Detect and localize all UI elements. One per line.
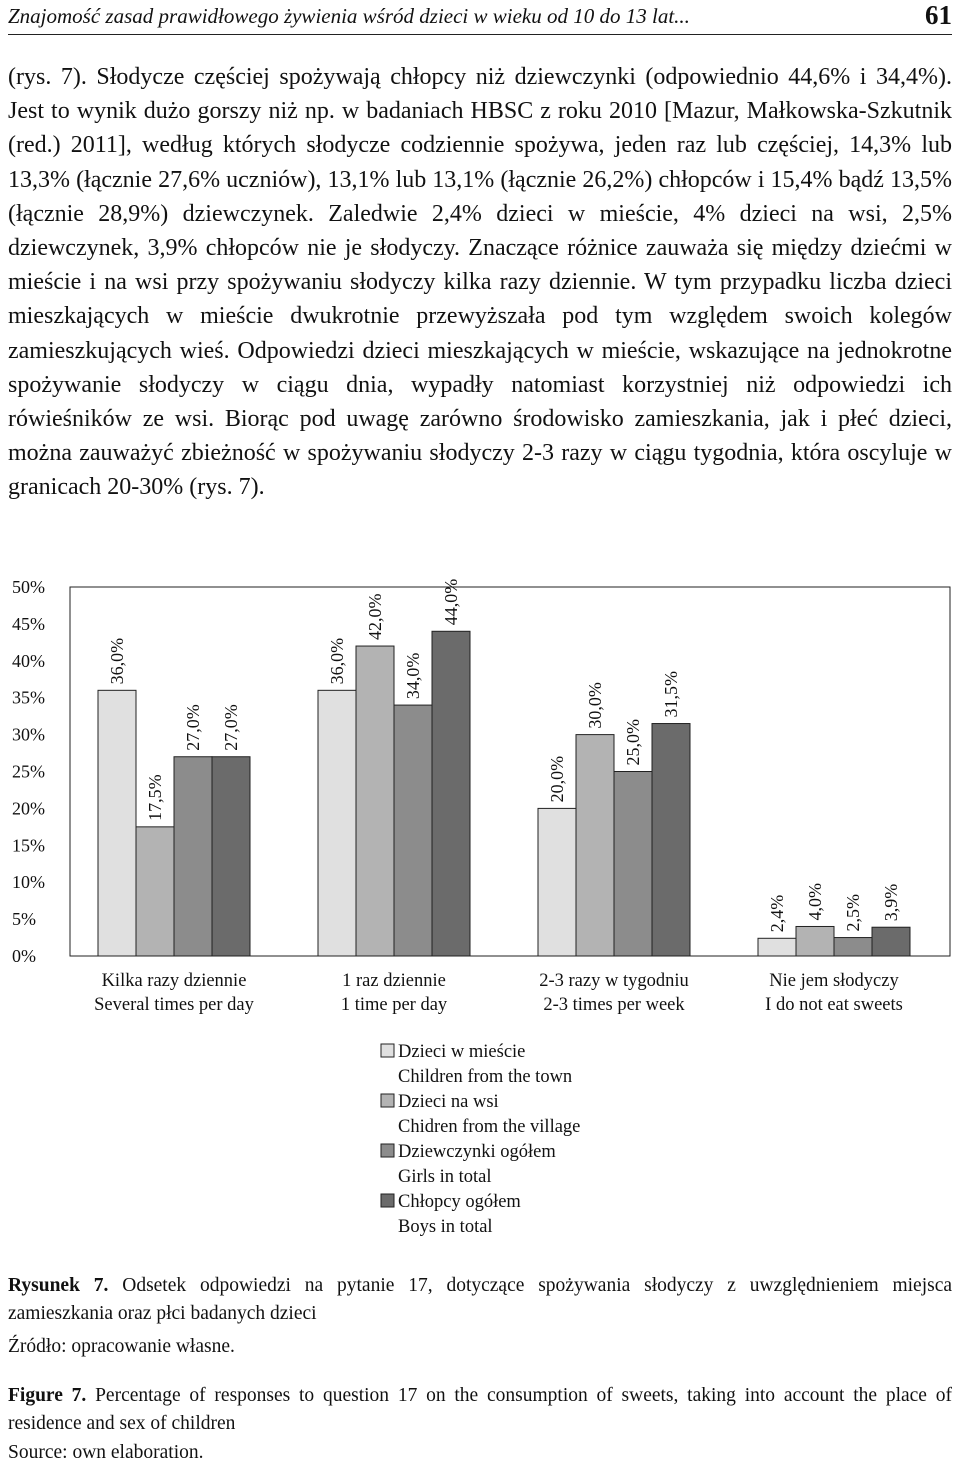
- category-label: I do not eat sweets: [765, 995, 903, 1015]
- category-label: Several times per day: [94, 995, 254, 1015]
- legend-label: Girls in total: [398, 1167, 492, 1187]
- category-label: 2-3 times per week: [543, 995, 685, 1015]
- legend-label: Chidren from the village: [398, 1117, 581, 1137]
- bar: [136, 827, 174, 956]
- y-tick-label: 35%: [12, 687, 45, 708]
- legend-label: Children from the town: [398, 1067, 573, 1087]
- data-label: 42,0%: [365, 593, 385, 641]
- legend-label: Boys in total: [398, 1217, 493, 1237]
- bar: [834, 938, 872, 956]
- legend-swatch: [381, 1144, 394, 1157]
- caption-en-text: Percentage of responses to question 17 on the consumption of sweets, taking into account the place of residence and sex of children: [8, 1385, 952, 1434]
- category-label: 1 raz dziennie: [342, 971, 446, 991]
- y-tick-label: 20%: [12, 798, 45, 819]
- bar: [614, 772, 652, 957]
- y-tick-label: 5%: [12, 909, 36, 930]
- bar: [318, 690, 356, 956]
- data-label: 20,0%: [547, 755, 567, 803]
- bar: [576, 735, 614, 956]
- bar: [758, 938, 796, 956]
- legend-swatch: [381, 1094, 394, 1107]
- running-header: [8, 0, 952, 35]
- caption-pl-text: Odsetek odpowiedzi na pytanie 17, dotyczące spożywania słodyczy z uwzględnieniem miejsca zamieszkania oraz płci badanych dzieci: [8, 1275, 953, 1324]
- legend-label: Dzieci w mieście: [398, 1042, 526, 1062]
- page-number: 61: [925, 0, 952, 30]
- data-label: 36,0%: [107, 637, 128, 685]
- y-tick-label: 50%: [12, 577, 45, 597]
- y-tick-label: 40%: [12, 650, 45, 671]
- data-label: 31,5%: [661, 671, 681, 718]
- data-label: 2,5%: [843, 894, 863, 932]
- bar: [356, 646, 394, 956]
- category-label: Nie jem słodyczy: [769, 971, 899, 991]
- category-label: 1 time per day: [340, 995, 448, 1015]
- y-tick-label: 45%: [12, 613, 45, 634]
- bar: [98, 690, 136, 956]
- body-text: [8, 60, 952, 505]
- source-en: Source: own elaboration.: [8, 1442, 204, 1463]
- source-pl: Źródło: opracowanie własne.: [8, 1336, 235, 1357]
- legend-swatch: [381, 1194, 394, 1207]
- caption-en-label: Figure 7.: [8, 1385, 87, 1406]
- legend-label: Chłopcy ogółem: [398, 1192, 521, 1212]
- category-label: 2-3 razy w tygodniu: [539, 971, 689, 991]
- y-tick-label: 25%: [12, 761, 45, 782]
- running-title: Znajomość zasad prawidłowego żywienia wśród dzieci w wieku od 10 do 13 lat...: [8, 4, 690, 28]
- y-tick-label: 10%: [12, 872, 45, 893]
- legend-swatch: [381, 1044, 394, 1057]
- y-tick-label: 15%: [12, 835, 45, 856]
- category-label: Kilka razy dziennie: [101, 971, 247, 991]
- data-label: 2,4%: [767, 894, 787, 933]
- bar: [174, 757, 212, 956]
- data-label: 17,5%: [145, 774, 165, 821]
- paragraph: (rys. 7). Słodycze częściej spożywają chłopcy niż dziewczynki (odpowiednio 44,6% i 34,4%). Jest to wynik dużo gorszy niż np. w badaniach HBSC z roku 2010 [Mazur, Małkowska-Szkutnik (red.) 2011], według których słodycze codziennie spożywa, jeden raz lub częściej, 14,3% lub 13,3% (łącznie 27,6% uczniów), 13,1% lub 13,1% (łącznie 26,2%) chłopców i 15,4% bądź 13,5% (łącznie 28,9%) dziewczynek. Zaledwie 2,4% dzieci w mieście, 4% dzieci na wsi, 2,5% dziewczynek, 3,9% chłopców nie je słodyczy. Znaczące różnice zauważa się między dziećmi w mieście i na wsi przy spożywaniu słodyczy kilka razy dziennie. W tym przypadku liczba dzieci mieszkających w mieście dwukrotnie przewyższała pod tym względem swoich kolegów zamieszkujących wieś. Odpowiedzi dzieci mieszkających w mieście, wskazujące na jednokrotne spożywanie słodyczy w ciągu dnia, wypadły natomiast korzystniej niż odpowiedzi ich rówieśników ze wsi. Biorąc pod uwagę zarówno środowisko zamieszkania, jak i płeć dzieci, można zauważyć zbieżność w spożywaniu słodyczy 2-3 razy w ciągu tygodnia, która oscyluje w granicach 20-30% (rys. 7).: [8, 64, 952, 501]
- bar: [212, 757, 250, 956]
- caption-pl-label: Rysunek 7.: [8, 1275, 109, 1296]
- data-label: 34,0%: [403, 652, 423, 700]
- figure-caption-pl: [8, 1272, 952, 1328]
- bar: [796, 926, 834, 956]
- data-label: 30,0%: [585, 682, 605, 729]
- data-label: 27,0%: [183, 704, 203, 751]
- data-label: 4,0%: [805, 882, 825, 921]
- legend-label: Dzieci na wsi: [398, 1092, 499, 1112]
- figure-caption-en: [8, 1382, 952, 1438]
- data-label: 36,0%: [327, 637, 347, 685]
- bar-chart: [0, 560, 960, 1240]
- bar: [394, 705, 432, 956]
- data-label: 3,9%: [881, 883, 901, 922]
- y-tick-label: 30%: [12, 724, 45, 745]
- data-label: 25,0%: [623, 719, 643, 766]
- bar: [432, 631, 470, 956]
- data-label: 44,0%: [441, 578, 461, 626]
- bar: [652, 724, 690, 956]
- y-tick-label: 0%: [12, 946, 36, 966]
- legend-label: Dziewczynki ogółem: [398, 1142, 556, 1162]
- bar: [538, 808, 576, 956]
- data-label: 27,0%: [221, 704, 241, 751]
- bar: [872, 927, 910, 956]
